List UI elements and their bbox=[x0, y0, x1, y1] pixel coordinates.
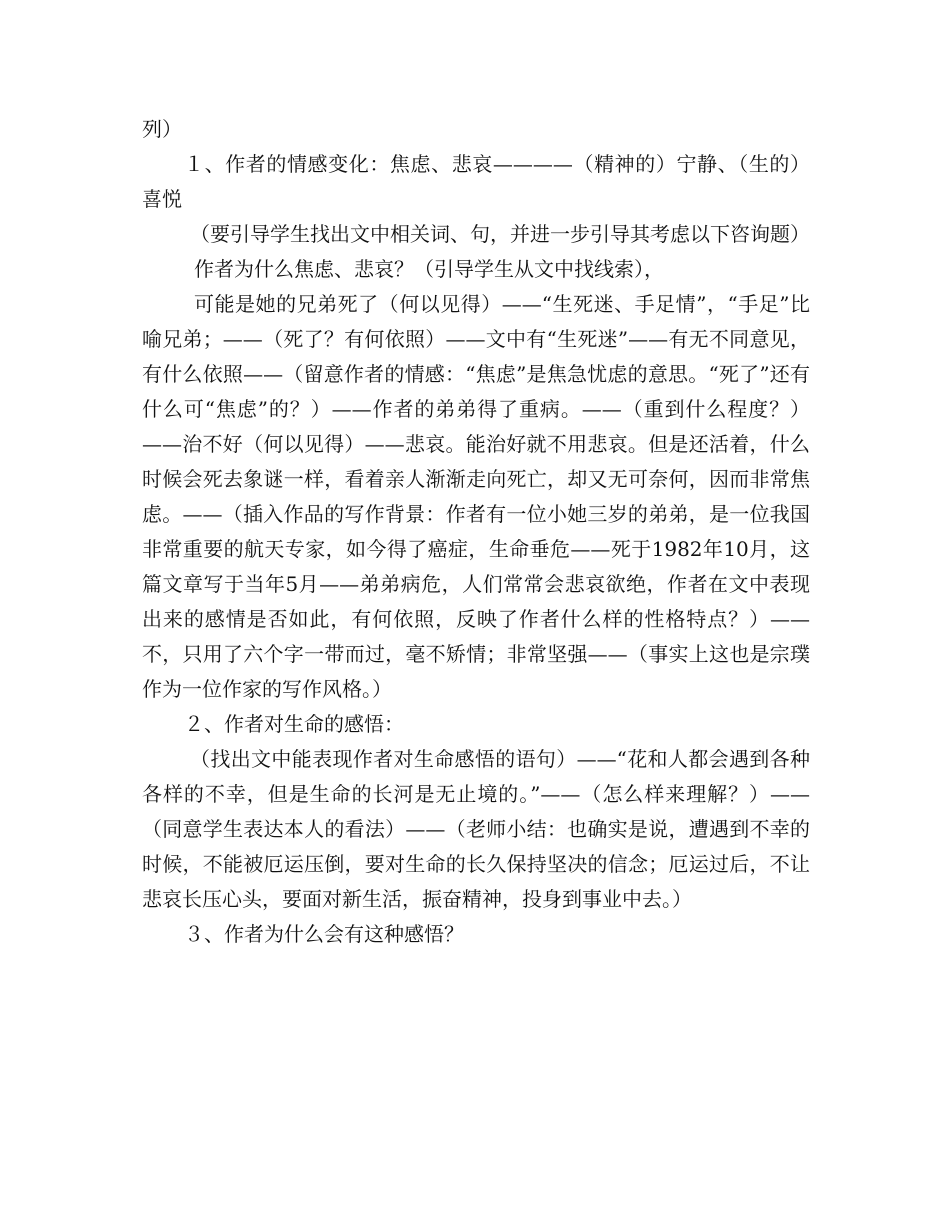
document-body bbox=[142, 112, 810, 952]
paragraph-analysis: 可能是她的兄弟死了（何以见得）——“生死迷、手足情”，“手足”比喻兄弟；——（死了？有何依照）——文中有“生死迷”——有无不同意见，有什么依照——（留意作者的情感：“焦虑”是焦急忧虑的意思。“死了”还有什么可“焦虑”的？）——作者的弟弟得了重病。——（重到什么程度？）——治不好（何以见得）——悲哀。能治好就不用悲哀。但是还活着，什么时候会死去象谜一样，看着亲人渐渐走向死亡，却又无可奈何，因而非常焦虑。——（插入作品的写作背景：作者有一位小她三岁的弟弟，是一位我国非常重要的航天专家，如今得了癌症，生命垂危——死于1982年10月，这篇文章写于当年5月——弟弟病危，人们常常会悲哀欲绝，作者在文中表现出来的感情是否如此，有何依照，反映了作者什么样的性格特点？）——不，只用了六个字一带而过，毫不矫情；非常坚强——（事实上这也是宗璞作为一位作家的写作风格。） bbox=[142, 292, 810, 701]
paragraph-life-insight: （找出文中能表现作者对生命感悟的语句）——“花和人都会遇到各种各样的不幸，但是生命的长河是无止境的。”——（怎么样来理解？）——（同意学生表达本人的看法）——（老师小结：也确实是说，遭遇到不幸的时候，不能被厄运压倒，要对生命的长久保持坚决的信念；厄运过后，不让悲哀长压心头，要面对新生活，振奋精神，投身到事业中去。） bbox=[142, 747, 810, 911]
paragraph-question: 作者为什么焦虑、悲哀？（引导学生从文中找线索）， bbox=[194, 257, 664, 281]
paragraph-continuation: 列） bbox=[142, 117, 182, 141]
paragraph-guidance: （要引导学生找出文中相关词、句，并进一步引导其考虑以下咨询题） bbox=[190, 222, 810, 246]
paragraph-point-1: １、作者的情感变化：焦虑、悲哀————（精神的）宁静、（生的）喜悦 bbox=[142, 152, 810, 211]
paragraph-point-2: ２、作者对生命的感悟： bbox=[184, 712, 404, 736]
paragraph-point-3: ３、作者为什么会有这种感悟？ bbox=[184, 922, 464, 946]
